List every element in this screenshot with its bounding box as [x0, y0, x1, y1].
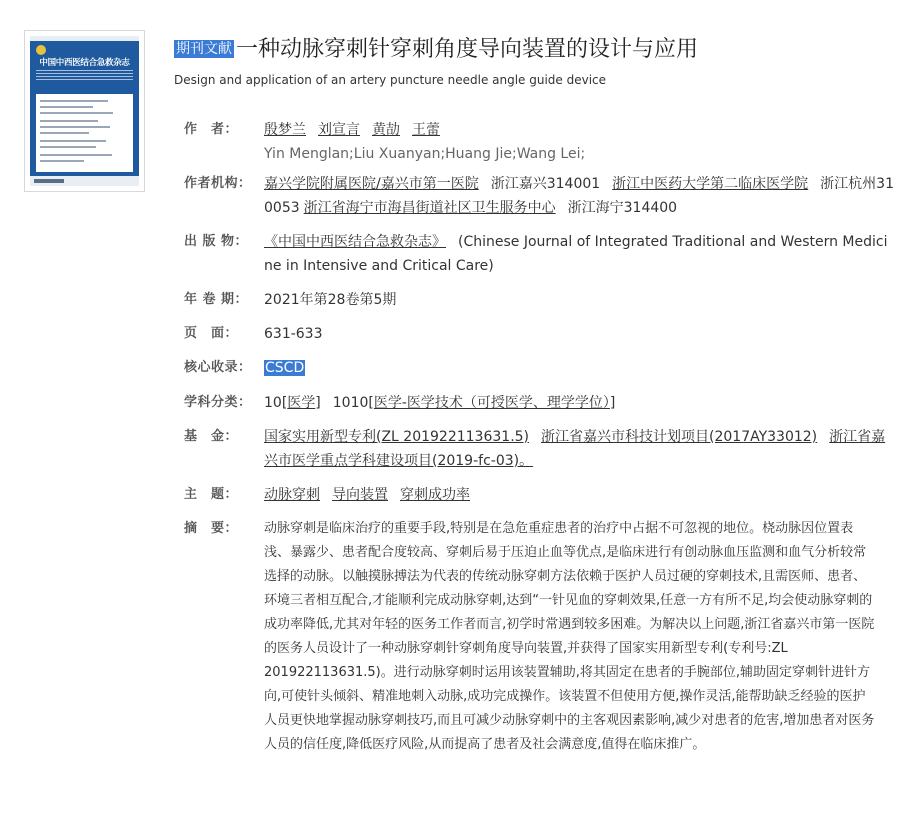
classification-value: 10[医学] 1010[医学-医学技术（可授医学、理学学位）] — [264, 395, 616, 411]
journal-name-en-cont: ne in Intensive and Critical Care) — [264, 258, 494, 274]
core-value — [264, 356, 876, 380]
core-label: 核心收录： — [184, 360, 252, 375]
institution-link[interactable]: 浙江省海宁市海昌街道社区卫生服务中心 — [303, 200, 556, 216]
journal-name-en: (Chinese Journal of Integrated Traditional and Western Medici — [458, 234, 888, 250]
keywords-label: 主 题： — [184, 487, 239, 502]
publication-value — [264, 230, 888, 278]
keyword-link[interactable]: 导向装置 — [332, 487, 388, 503]
classification-link[interactable]: 医学-医学技术（可授医学、理学学位） — [373, 395, 610, 411]
institution-location: 0053 — [264, 200, 300, 216]
cover-journal-title: 中国中西医结合急救杂志 — [39, 58, 130, 68]
fund-value — [264, 425, 886, 473]
institution-location: 浙江海宁314400 — [567, 200, 678, 216]
cover-contents-block — [36, 94, 133, 172]
fund-link[interactable]: 国家实用新型专利(ZL 201922113631.5) — [264, 429, 530, 445]
keyword-link[interactable]: 穿刺成功率 — [400, 487, 470, 503]
authors-label: 作 者： — [184, 122, 239, 137]
author-link[interactable]: 刘宣言 — [318, 122, 360, 138]
classification-link[interactable]: 医学 — [287, 395, 316, 411]
article-title-line — [174, 34, 698, 66]
fund-label: 基 金： — [184, 429, 239, 444]
abstract-text: 动脉穿刺是临床治疗的重要手段,特别是在急危重症患者的治疗中占据不可忽视的地位。桡动脉因位置表浅、暴露少、患者配合度较高、穿刺后易于压迫止血等优点,是临床进行有创动脉血压监测和血气分析较常选择的动脉。以触摸脉搏法为代表的传统动脉穿刺方法依赖于医护人员过硬的穿刺技术,且需医师、患者、环境三者相互配合,才能顺利完成动脉穿刺,达到“一针见血的穿刺效果,任意一方有所不足,均会使动脉穿刺的成功率降低,尤其对年轻的医务工作者而言,初学时常遇到较多困难。为解决以上问题,浙江省嘉兴市第一医院的医务人员设计了一种动脉穿刺针穿刺角度导向装置,并获得了国家实用新型专利(专利号:ZL 201922113631.5)。进行动脉穿刺时运用该装置辅助,将其固定在患者的手腕部位,辅助固定穿刺针进针方向,可使针头倾斜、精准地刺入动脉,成功完成操作。该装置不但使用方便,操作灵活,能帮助缺乏经验的医护人员更快地掌握动脉穿刺技巧,而且可减少动脉穿刺中的主客观因素影响,减少对患者的危害,增加患者对医务人员的信任度,降低医疗风险,从而提高了患者及社会满意度,值得在临床推广。 — [264, 521, 875, 752]
pages-value: 631-633 — [264, 326, 323, 342]
article-title: 一种动脉穿刺针穿刺角度导向装置的设计与应用 — [236, 37, 699, 62]
author-link[interactable]: 黄劼 — [372, 122, 400, 138]
journal-cover-image — [30, 36, 139, 186]
issue-label: 年 卷 期： — [184, 292, 249, 307]
institution-location: 浙江嘉兴314001 — [490, 176, 601, 192]
author-link[interactable]: 王蕾 — [412, 122, 440, 138]
pages-label: 页 面： — [184, 326, 239, 341]
institution-location: 浙江杭州31 — [820, 176, 894, 192]
author-link[interactable]: 殷梦兰 — [264, 122, 306, 138]
fund-link[interactable]: 浙江省嘉 — [829, 429, 886, 445]
fund-link[interactable]: 兴市医学重点学科建设项目(2019-fc-03)。 — [264, 453, 534, 469]
journal-emblem-icon — [36, 45, 46, 55]
publication-label: 出 版 物： — [184, 234, 249, 249]
core-index-badge: CSCD — [265, 360, 305, 376]
institution-label: 作者机构： — [184, 176, 252, 191]
institution-link[interactable]: 嘉兴学院附属医院/嘉兴市第一医院 — [264, 176, 479, 192]
issue-value: 2021年第28卷第5期 — [264, 292, 397, 308]
keyword-link[interactable]: 动脉穿刺 — [264, 487, 320, 503]
classification-label: 学科分类： — [184, 395, 252, 410]
institution-link[interactable]: 浙江中医药大学第二临床医学院 — [612, 176, 809, 192]
authors-value — [264, 118, 876, 166]
keywords-value — [264, 483, 876, 507]
fund-link[interactable]: 浙江省嘉兴市科技计划项目(2017AY33012) — [541, 429, 818, 445]
authors-en: Yin Menglan;Liu Xuanyan;Huang Jie;Wang Lei; — [264, 146, 586, 162]
abstract-label: 摘 要： — [184, 521, 239, 536]
journal-link[interactable]: 《中国中西医结合急救杂志》 — [264, 234, 446, 250]
article-title-en: Design and application of an artery puncture needle angle guide device — [174, 73, 607, 87]
institution-value — [264, 172, 894, 220]
journal-cover[interactable] — [24, 30, 145, 192]
article-type-badge: 期刊文献 — [176, 41, 232, 57]
